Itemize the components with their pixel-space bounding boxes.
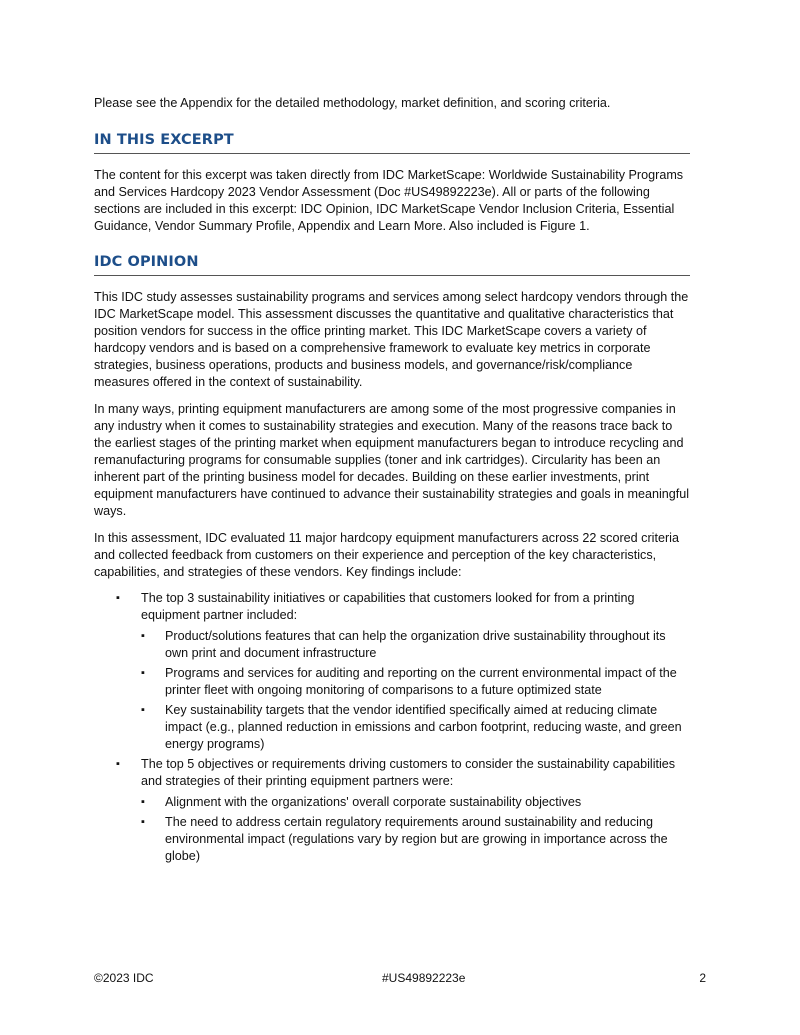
document-page	[94, 86, 690, 868]
footer-copyright: ©2023 IDC	[94, 971, 154, 985]
excerpt-body: The content for this excerpt was taken directly from IDC MarketScape: Worldwide Sustainability Programs and Services Hardcopy 2023 Vendor Assessment (Doc #US49892223e). All or parts of the following sections are included in this excerpt: IDC Opinion, IDC MarketScape Vendor Inclusion Criteria, Essential Guidance, Vendor Summary Profile, Appendix and Learn More. Also included is Figure 1.	[94, 168, 684, 233]
opinion-paragraph: This IDC study assesses sustainability programs and services among select hardcopy vendors through the IDC MarketScape model. This assessment discusses the quantitative and qualitative characteristics that position vendors for success in the office printing market. This IDC MarketScape covers a variety of hardcopy vendors and is based on a comprehensive framework to evaluate key metrics in corporate strategies, business operations, products and business models, and governance/risk/compliance measures offered in the context of sustainability.	[94, 290, 689, 389]
page-footer	[94, 971, 706, 987]
intro-text: Please see the Appendix for the detailed methodology, market definition, and scoring criteria.	[94, 96, 611, 110]
finding-subitem: ▪ Programs and services for auditing and reporting on the current environmental impact of the printer fleet with ongoing monitoring of comparisons to a future optimized state	[141, 665, 690, 699]
finding-subitem: ▪ The need to address certain regulatory requirements around sustainability and reducing environmental impact (regulations vary by region but are growing in importance across the globe)	[141, 814, 690, 865]
opinion-paragraph: In this assessment, IDC evaluated 11 major hardcopy equipment manufacturers across 22 scored criteria and collected feedback from customers on their experience and perception of the key characteristics, capabilities, and strategies of these vendors. Key findings include:	[94, 531, 679, 579]
footer-doc-id: #US49892223e	[382, 971, 466, 985]
finding-item	[94, 590, 690, 753]
finding-subitem: ▪ Key sustainability targets that the vendor identified specifically aimed at reducing climate impact (e.g., planned reduction in emissions and carbon footprint, reducing waste, and green energy programs)	[141, 702, 690, 753]
finding-sublist	[141, 794, 690, 865]
opinion-paragraph: In many ways, printing equipment manufacturers are among some of the most progressive companies in any industry when it comes to sustainability strategies and execution. Many of the reasons trace back to the earliest stages of the printing market when equipment manufacturers began to introduce recycling and remanufacturing programs for consumable supplies (toner and ink cartridges). Circularity has been an inherent part of the printing business model for decades. Building on these earlier investments, print equipment manufacturers have continued to advance their sustainability strategies and goals in meaningful ways.	[94, 402, 690, 518]
finding-item	[94, 756, 690, 865]
finding-subitem: ▪ Product/solutions features that can help the organization drive sustainability throughout its own print and document infrastructure	[141, 628, 690, 662]
finding-subitem: ▪ Alignment with the organizations' overall corporate sustainability objectives	[141, 794, 690, 811]
excerpt-section	[94, 132, 690, 235]
opinion-heading: IDC OPINION	[94, 254, 690, 276]
footer-page-number: 2	[699, 971, 706, 985]
excerpt-heading: IN THIS EXCERPT	[94, 132, 690, 154]
opinion-section	[94, 254, 690, 865]
finding-text: The top 3 sustainability initiatives or capabilities that customers looked for from a printing equipment partner included:	[141, 591, 635, 622]
finding-sublist	[141, 628, 690, 753]
finding-text: The top 5 objectives or requirements driving customers to consider the sustainability capabilities and strategies of their printing equipment partners were:	[141, 757, 676, 788]
key-findings-list	[94, 590, 690, 865]
